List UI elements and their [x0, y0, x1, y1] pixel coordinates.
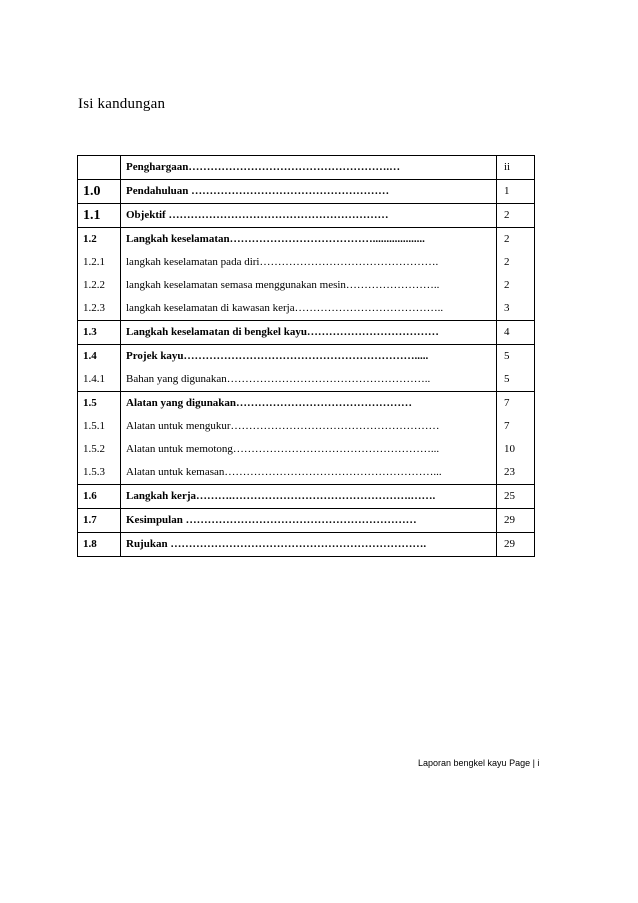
- toc-page: 2: [504, 279, 510, 291]
- toc-title: Objektif ……………………………………………………: [126, 209, 389, 221]
- toc-number-cell: [78, 204, 121, 228]
- toc-title: Langkah kerja……….………………………………………….…….: [126, 490, 436, 502]
- toc-number-cell: [78, 156, 121, 180]
- toc-title: Alatan untuk kemasan…………………………………………………...: [126, 466, 442, 478]
- toc-title: Langkah keselamatan…………………………………...................: [126, 233, 425, 245]
- toc-page: 29: [504, 514, 515, 526]
- toc-page-cell: [497, 228, 535, 321]
- toc-page-cell: [497, 204, 535, 228]
- toc-page-cell: [497, 392, 535, 485]
- toc-number: 1.2.3: [83, 302, 105, 314]
- toc-number: 1.2.2: [83, 279, 105, 291]
- toc-page: 7: [504, 420, 510, 432]
- toc-number: 1.5.1: [83, 420, 105, 432]
- toc-page-cell: [497, 156, 535, 180]
- toc-number: 1.7: [83, 514, 97, 526]
- toc-number-cell: [78, 533, 121, 557]
- toc-number-cell: [78, 228, 121, 321]
- toc-title: langkah keselamatan di kawasan kerja…………………………………..: [126, 302, 444, 314]
- toc-row: [78, 485, 535, 509]
- toc-title: Rujukan …………………………………………………………….: [126, 538, 427, 550]
- toc-page-cell: [497, 180, 535, 204]
- table-of-contents: [77, 155, 535, 557]
- toc-page: 5: [504, 350, 510, 362]
- toc-title: langkah keselamatan semasa menggunakan mesin……………………..: [126, 279, 440, 291]
- toc-page: 23: [504, 466, 515, 478]
- toc-number: 1.6: [83, 490, 97, 502]
- toc-page-cell: [497, 485, 535, 509]
- toc-number: 1.5: [83, 397, 97, 409]
- toc-title-cell: [121, 180, 497, 204]
- toc-row: [78, 204, 535, 228]
- toc-title: Alatan untuk mengukur…………………………………………………: [126, 420, 440, 432]
- toc-row: [78, 533, 535, 557]
- toc-title-cell: [121, 509, 497, 533]
- page-footer: Laporan bengkel kayu Page | i: [418, 758, 540, 768]
- toc-page: 2: [504, 256, 510, 268]
- toc-number-cell: [78, 485, 121, 509]
- toc-number: 1.3: [83, 326, 97, 338]
- toc-title-cell: [121, 321, 497, 345]
- toc-row: [78, 321, 535, 345]
- toc-number: 1.1: [83, 208, 101, 223]
- toc-page: 29: [504, 538, 515, 550]
- toc-number: 1.4: [83, 350, 97, 362]
- toc-page: 10: [504, 443, 515, 455]
- toc-title: Langkah keselamatan di bengkel kayu………………………………: [126, 326, 439, 338]
- toc-page: 2: [504, 233, 510, 245]
- toc-row: [78, 228, 535, 321]
- toc-title-cell: [121, 485, 497, 509]
- toc-page-cell: [497, 509, 535, 533]
- toc-number-cell: [78, 392, 121, 485]
- toc-page: ii: [504, 161, 511, 173]
- toc-title: Alatan untuk memotong………………………………………………...: [126, 443, 440, 455]
- toc-row: [78, 180, 535, 204]
- toc-number-cell: [78, 180, 121, 204]
- toc-title: Kesimpulan ………………………………………………………: [126, 514, 417, 526]
- toc-page: 1: [504, 185, 510, 197]
- toc-number-cell: [78, 345, 121, 392]
- toc-title-cell: [121, 204, 497, 228]
- toc-title-cell: [121, 228, 497, 321]
- toc-title-cell: [121, 156, 497, 180]
- toc-number: 1.4.1: [83, 373, 105, 385]
- toc-number: 1.5.2: [83, 443, 105, 455]
- toc-page: 5: [504, 373, 510, 385]
- toc-page: 4: [504, 326, 510, 338]
- toc-page: 7: [504, 397, 510, 409]
- toc-page: 3: [504, 302, 510, 314]
- toc-title: Alatan yang digunakan…………………………………………: [126, 397, 413, 409]
- toc-title: Bahan yang digunakan………………………………………………..: [126, 373, 431, 385]
- toc-title-cell: [121, 533, 497, 557]
- toc-number: 1.2.1: [83, 256, 105, 268]
- page-title: Isi kandungan: [78, 96, 166, 112]
- toc-page: 2: [504, 209, 510, 221]
- toc-title: Projek kayu……………………………………………………….....: [126, 350, 429, 362]
- toc-number: [83, 156, 120, 179]
- toc-number-cell: [78, 321, 121, 345]
- toc-title-cell: [121, 345, 497, 392]
- toc-title: Pendahuluan ………………………………………………: [126, 185, 390, 197]
- toc-number-cell: [78, 509, 121, 533]
- toc-row: [78, 345, 535, 392]
- toc-title-cell: [121, 392, 497, 485]
- toc-number: 1.0: [83, 184, 101, 199]
- toc-number: 1.5.3: [83, 466, 105, 478]
- toc-page: 25: [504, 490, 515, 502]
- toc-row: [78, 392, 535, 485]
- toc-row: [78, 156, 535, 180]
- toc-row: [78, 509, 535, 533]
- toc-page-cell: [497, 345, 535, 392]
- toc-page-cell: [497, 321, 535, 345]
- toc-number: 1.8: [83, 538, 97, 550]
- toc-title: langkah keselamatan pada diri………………………………………….: [126, 256, 439, 268]
- toc-title: Penghargaan……………………………………………….…: [126, 161, 401, 173]
- toc-page-cell: [497, 533, 535, 557]
- toc-number: 1.2: [83, 233, 97, 245]
